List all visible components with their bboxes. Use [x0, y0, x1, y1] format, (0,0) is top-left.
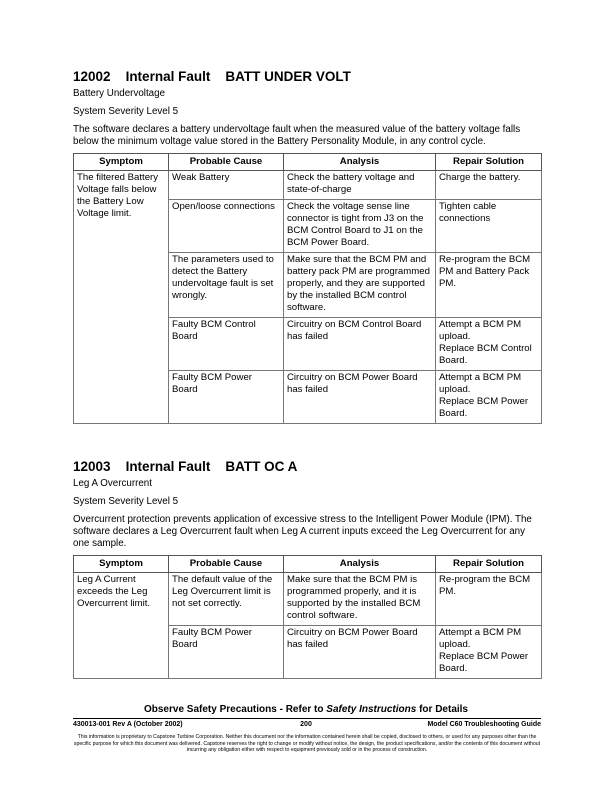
page-number: 200: [300, 721, 312, 728]
solution-cell: Attempt a BCM PM upload. Replace BCM Control Board.: [436, 318, 542, 371]
footer-divider: [73, 718, 541, 719]
symptom-cell: The filtered Battery Voltage falls below the Battery Low Voltage limit.: [74, 171, 169, 424]
document-number: 430013-001 Rev A (October 2002): [73, 721, 183, 728]
cause-cell: Open/loose connections: [169, 200, 284, 253]
solution-cell: Tighten cable connections: [436, 200, 542, 253]
cause-cell: Faulty BCM Control Board: [169, 318, 284, 371]
cause-cell: The default value of the Leg Overcurrent limit is not set correctly.: [169, 573, 284, 626]
analysis-cell: Circuitry on BCM Control Board has failed: [284, 318, 436, 371]
solution-cell: Charge the battery.: [436, 171, 542, 200]
document-title: Model C60 Troubleshooting Guide: [427, 721, 541, 728]
fault-category: Internal Fault: [125, 459, 211, 474]
fault-description: Overcurrent protection prevents application of excessive stress to the Intelligent Power Module (IPM). The software declares a Leg Overcurrent fault when Leg A current inputs exceed the Leg Overcurrent for any one sample.: [73, 514, 532, 549]
analysis-cell: Circuitry on BCM Power Board has failed: [284, 371, 436, 424]
analysis-cell: Check the voltage sense line connector is tight from J3 on the BCM Control Board to J1 on the BCM Power Board.: [284, 200, 436, 253]
solution-cell: Attempt a BCM PM upload. Replace BCM Power Board.: [436, 371, 542, 424]
column-header: Symptom: [74, 556, 169, 573]
fault-subtitle: Battery Undervoltage: [73, 88, 166, 99]
troubleshooting-table-12003: [73, 555, 542, 679]
safety-instructions-ref: Safety Instructions: [326, 704, 417, 715]
table-row: [74, 573, 542, 626]
cause-cell: Weak Battery: [169, 171, 284, 200]
solution-cell: Attempt a BCM PM upload. Replace BCM Power Board.: [436, 626, 542, 679]
safety-notice: Observe Safety Precautions - Refer to Safety Instructions for Details: [143, 704, 468, 715]
column-header: Symptom: [74, 154, 169, 171]
column-header: Probable Cause: [169, 154, 284, 171]
analysis-cell: Circuitry on BCM Power Board has failed: [284, 626, 436, 679]
cause-cell: The parameters used to detect the Battery undervoltage fault is set wrongly.: [169, 253, 284, 318]
column-header: Analysis: [284, 556, 436, 573]
troubleshooting-table-12002: [73, 153, 542, 424]
solution-cell: Re-program the BCM PM and Battery Pack PM.: [436, 253, 542, 318]
section-title-12003: [73, 459, 297, 474]
solution-cell: Re-program the BCM PM.: [436, 573, 542, 626]
table-header-row: [74, 154, 542, 171]
analysis-cell: Make sure that the BCM PM and battery pack PM are programmed properly, and they are supported by the installed BCM control software.: [284, 253, 436, 318]
analysis-cell: Make sure that the BCM PM is programmed properly, and it is supported by the installed BCM control software.: [284, 573, 436, 626]
analysis-cell: Check the battery voltage and state-of-charge: [284, 171, 436, 200]
proprietary-disclaimer: This information is proprietary to Capstone Turbine Corporation. Neither this document nor the information contained herein shall be copied, disclosed to others, or used for any purposes other than the specific purpose for which this document was delivered. Capstone reserves the right to change or modify without notice, the design, the product specifications, and/or the contents of this document without incurring any obligation either with respect to equipment previously sold or in the process of construction.: [73, 734, 541, 754]
section-title-12002: [73, 69, 351, 84]
column-header: Analysis: [284, 154, 436, 171]
fault-subtitle: Leg A Overcurrent: [73, 478, 152, 489]
table-row: [74, 171, 542, 200]
fault-code: 12002: [73, 69, 111, 84]
symptom-cell: Leg A Current exceeds the Leg Overcurrent limit.: [74, 573, 169, 679]
fault-code: 12003: [73, 459, 111, 474]
cause-cell: Faulty BCM Power Board: [169, 371, 284, 424]
cause-cell: Faulty BCM Power Board: [169, 626, 284, 679]
fault-category: Internal Fault: [125, 69, 211, 84]
fault-name: BATT UNDER VOLT: [225, 69, 351, 84]
fault-name: BATT OC A: [225, 459, 298, 474]
fault-description: The software declares a battery undervoltage fault when the measured value of the battery voltage falls below the minimum voltage value stored in the Battery Personality Module, in any control cycle.: [73, 124, 521, 147]
severity-level: System Severity Level 5: [73, 496, 179, 507]
column-header: Repair Solution: [436, 556, 542, 573]
table-header-row: [74, 556, 542, 573]
column-header: Probable Cause: [169, 556, 284, 573]
severity-level: System Severity Level 5: [73, 106, 179, 117]
column-header: Repair Solution: [436, 154, 542, 171]
